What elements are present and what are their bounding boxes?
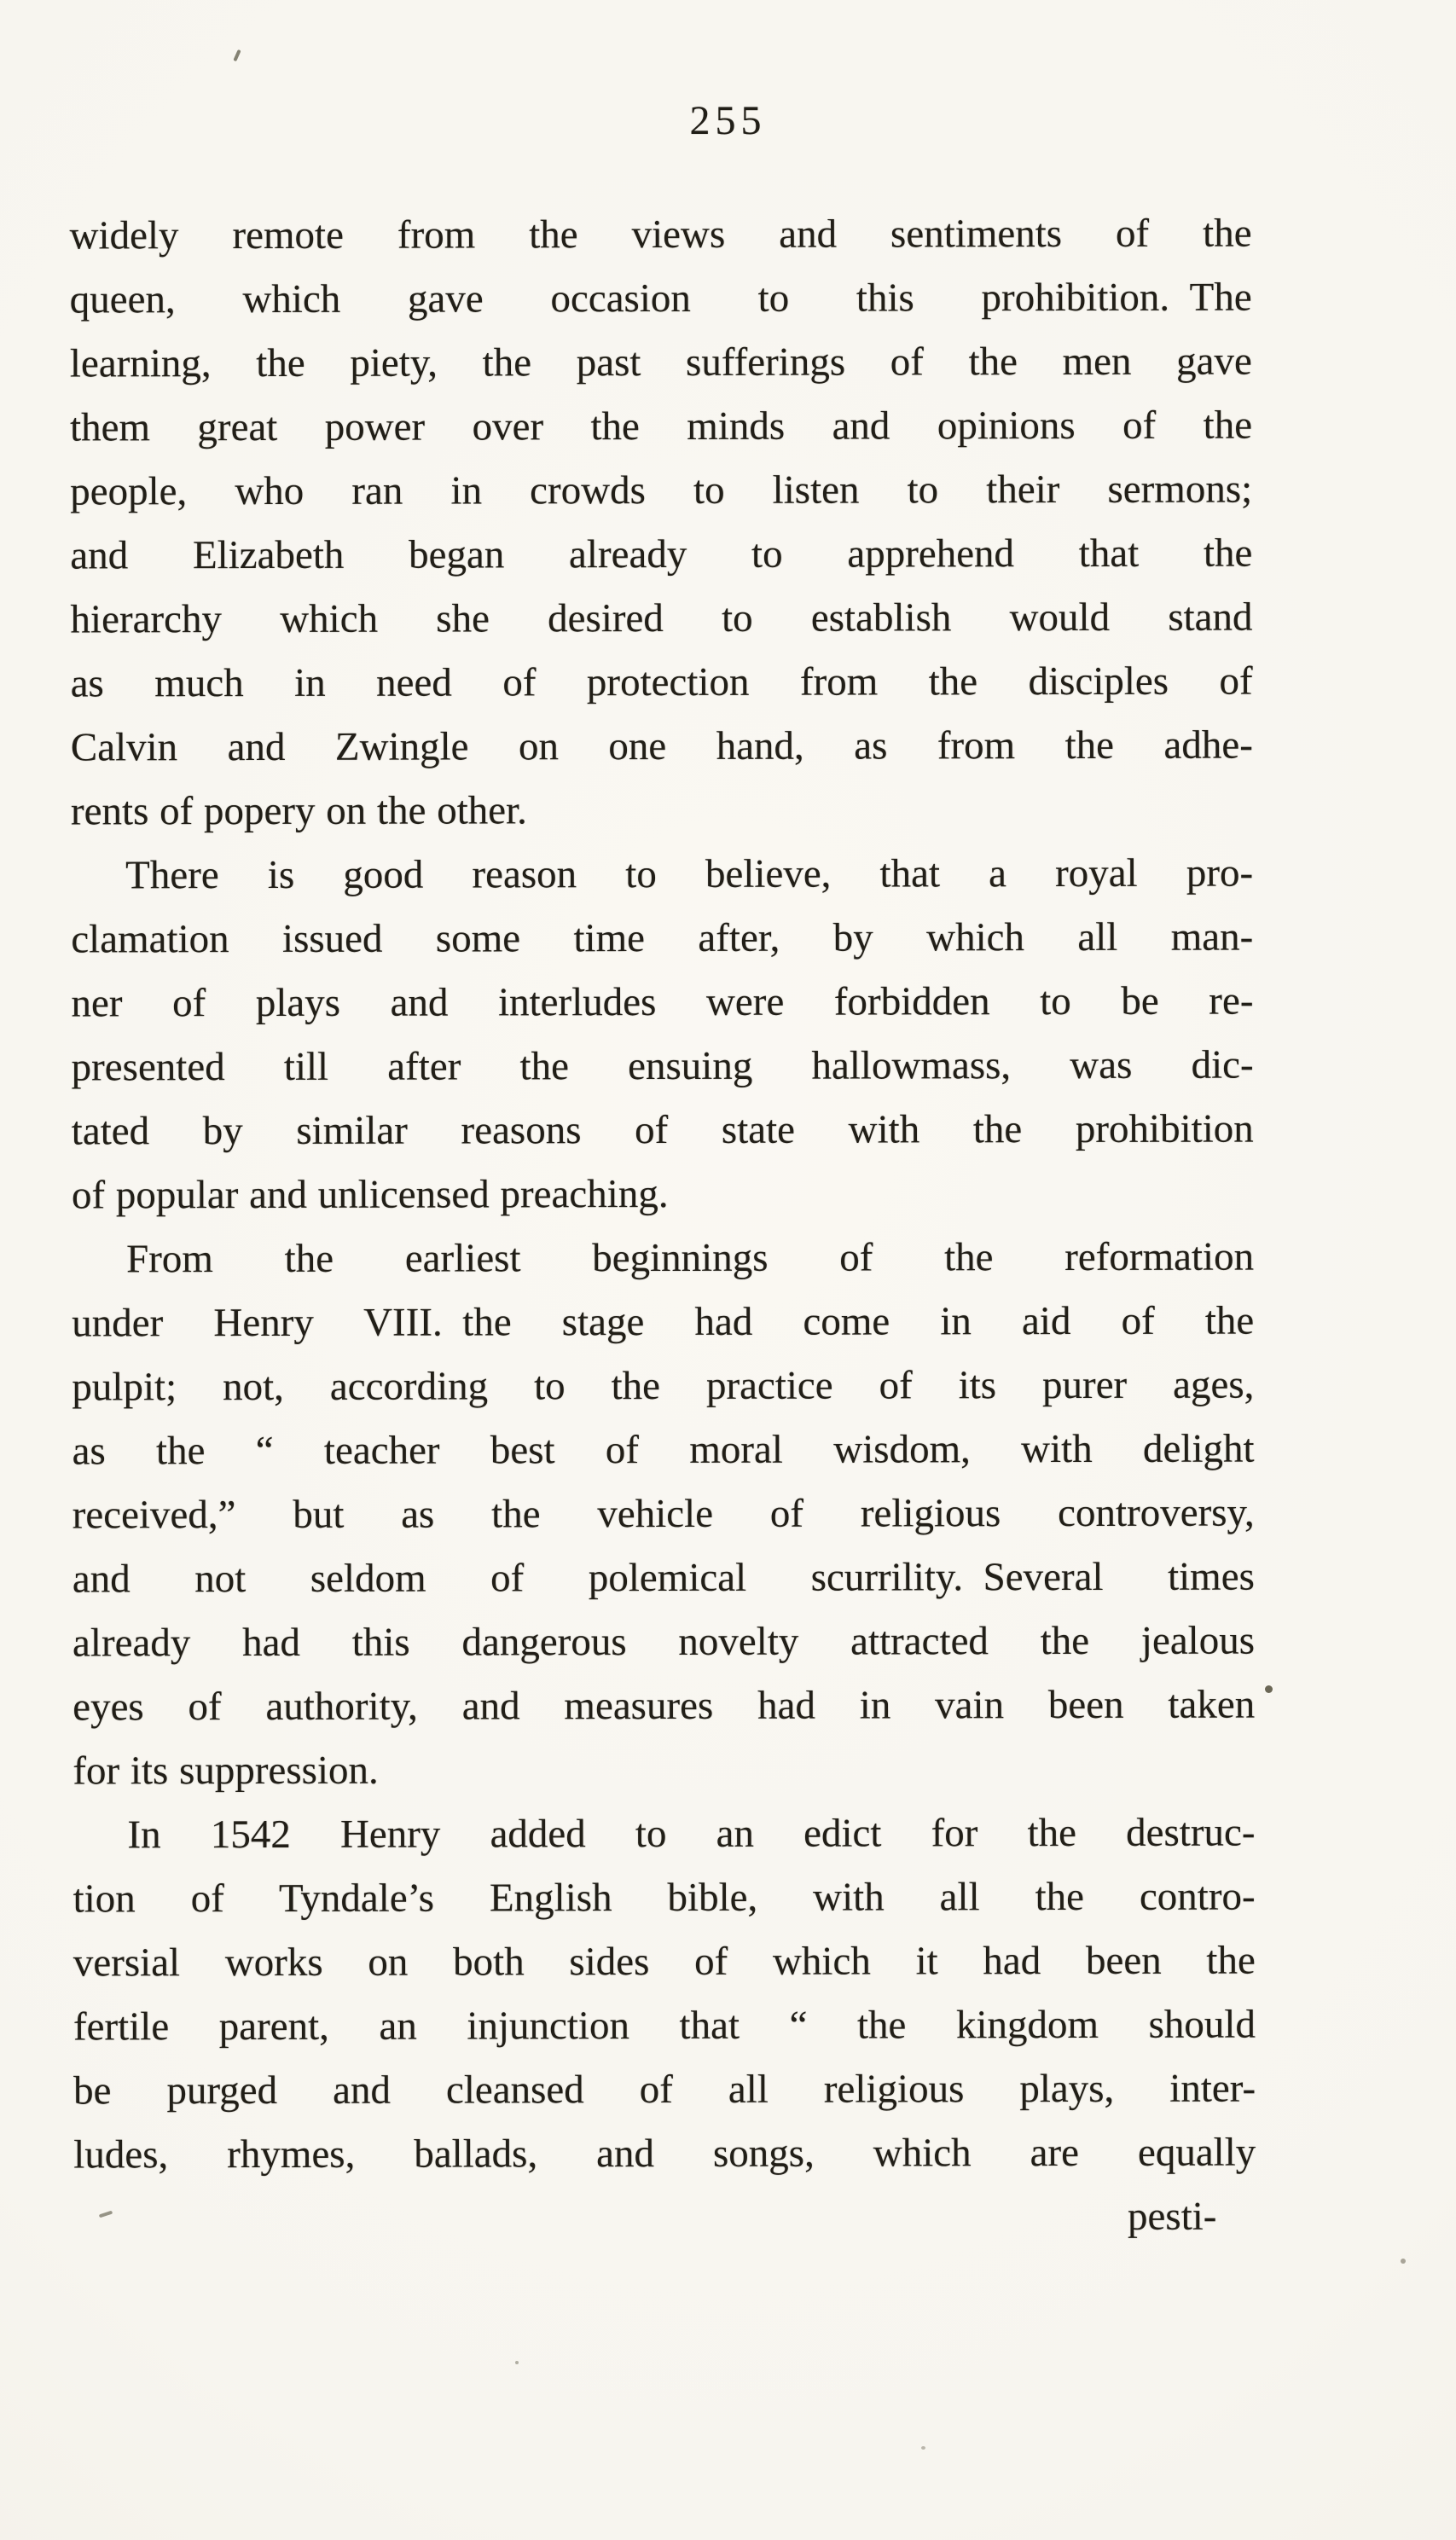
page-number: 255 [689,98,767,143]
text-block [69,202,1256,2252]
text-line: them great power over the minds and opinions of the [69,403,1253,450]
catchword: pesti- [1127,2194,1217,2239]
scan-artifact [1401,2259,1406,2264]
text-line: and not seldom of polemical scurrility. Several times [72,1554,1255,1602]
scan-artifact [1265,1685,1273,1693]
text-line: already had this dangerous novelty attracted the jealous [72,1618,1256,1666]
text-line: There is good reason to believe, that a royal pro- [125,850,1254,898]
text-line: as much in need of protection from the disciples of [70,658,1253,706]
text-line: From the earliest beginnings of the reformation [126,1234,1255,1282]
scan-artifact [233,49,241,61]
text-line: under Henry VIII. the stage had come in aid of the [72,1298,1255,1346]
text-line: people, who ran in crowds to listen to their sermons; [70,467,1253,514]
paragraph-2 [71,842,1254,1228]
scan-artifact [921,2446,925,2450]
paragraph-3 [72,1226,1255,1804]
text-line: tated by similar reasons of state with the prohibition [71,1106,1254,1154]
text-line: widely remote from the views and sentiments of the [69,211,1252,258]
text-line: tion of Tyndale’s English bible, with all the contro- [73,1874,1256,1922]
text-line: for its suppression. [73,1748,379,1794]
text-line: queen, which gave occasion to this prohibition. The [69,275,1252,322]
text-line: ludes, rhymes, ballads, and songs, which are equally [73,2130,1256,2178]
paragraph-1 [69,202,1253,844]
text-line: learning, the piety, the past sufferings of the men gave [69,339,1252,386]
text-line: presented till after the ensuing hallowmass, was dic- [71,1042,1254,1090]
paragraph-4 [73,1801,1256,2188]
text-line: eyes of authority, and measures had in vain been taken [73,1682,1256,1730]
text-line: Calvin and Zwingle on one hand, as from the adhe- [70,722,1253,770]
text-line: and Elizabeth began already to apprehend that the [70,531,1253,578]
text-line: be purged and cleansed of all religious plays, inter- [73,2066,1256,2114]
scan-artifact [515,2361,519,2364]
text-line: fertile parent, an injunction that “ the kingdom should [73,2002,1256,2050]
text-line: hierarchy which she desired to establish would stand [70,594,1253,642]
text-line: rents of popery on the other. [70,788,527,834]
text-line: versial works on both sides of which it had been the [73,1938,1256,1986]
text-line: clamation issued some time after, by which all man- [71,914,1254,962]
text-line: received,” but as the vehicle of religious controversy, [72,1490,1255,1538]
text-line: of popular and unlicensed preaching. [71,1171,669,1218]
catchword-line [73,2185,1256,2252]
text-line: pulpit; not, according to the practice of its purer ages, [72,1362,1255,1410]
text-line: ner of plays and interludes were forbidden to be re- [71,978,1254,1026]
text-line: In 1542 Henry added to an edict for the destruc- [127,1810,1256,1858]
text-line: as the “ teacher best of moral wisdom, with delight [72,1426,1255,1474]
